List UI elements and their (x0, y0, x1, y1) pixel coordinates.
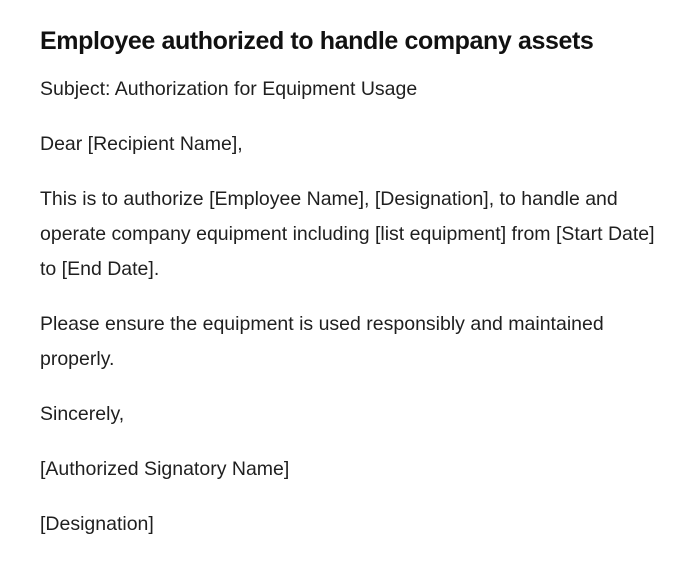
body-paragraph-authorization: This is to authorize [Employee Name], [Designation], to handle and operate company equipment including [list equipment] from [Start Date] to [End Date]. (40, 188, 655, 280)
body-paragraph-responsibility: Please ensure the equipment is used responsibly and maintained properly. (40, 313, 604, 370)
subject-line: Subject: Authorization for Equipment Usage (40, 78, 418, 100)
signatory-name: [Authorized Signatory Name] (40, 458, 290, 480)
document-title: Employee authorized to handle company assets (40, 27, 594, 55)
salutation: Dear [Recipient Name], (40, 133, 243, 155)
authorization-letter (40, 24, 660, 562)
signatory-designation: [Designation] (40, 513, 154, 535)
closing: Sincerely, (40, 403, 125, 425)
